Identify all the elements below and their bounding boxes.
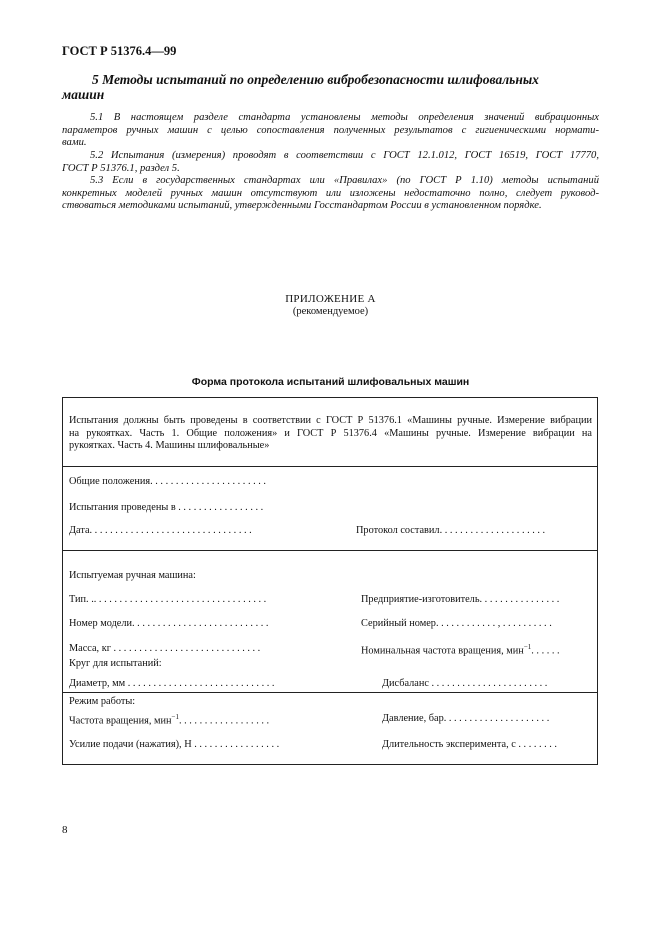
feed-force-field[interactable]: Усилие подачи (нажатия), Н . . . . . . . . . . . . . . . . . [69,739,280,750]
paragraph-5-1-line-3: вами. [62,137,87,149]
page-number: 8 [62,824,68,836]
paragraph-5-3-line-1: 5.3 Если в государственных стандартах или «Правилах» (по ГОСТ Р 1.10) методы испытаний [90,175,599,186]
paragraph-5-1-line-2: параметров ручных машин с целью сопоставления полученных результатов с гигиеническими нормати- [62,124,599,136]
manufacturer-field[interactable]: Предприятие-изготовитель. . . . . . . . . . . . . . . . [361,594,560,605]
form-intro-line-2: на рукоятках. Часть 1. Общие положения» и ГОСТ Р 51376.4 «Машины ручные. Измерение вибрации на [69,427,592,439]
wheel-heading: Круг для испытаний: [69,658,162,669]
form-machine-box [62,550,598,693]
section-title-continuation: машин [62,87,105,102]
protocol-compiled-by-field[interactable]: Протокол составил. . . . . . . . . . . . . . . . . . . . . [356,525,546,536]
nominal-speed-field[interactable] [361,643,560,656]
paragraph-5-3 [62,175,599,213]
form-intro-text [69,415,592,453]
machine-heading: Испытуемая ручная машина: [69,570,196,581]
nominal-speed-exponent: −1 [523,643,532,651]
rotation-speed-label: Частота вращения, мин [69,715,172,727]
paragraph-5-2-line-2: ГОСТ Р 51376.1, раздел 5. [62,162,180,174]
paragraph-5-3-line-2: конкретных моделей ручных машин отсутствуют или изложены недостаточно полно, следует руковод- [62,187,599,199]
imbalance-field[interactable]: Дисбаланс . . . . . . . . . . . . . . . . . . . . . . . [382,678,548,689]
date-field[interactable]: Дата. . . . . . . . . . . . . . . . . . . . . . . . . . . . . . . . [69,525,252,536]
paragraph-5-2 [62,150,599,175]
form-intro-box [62,397,598,467]
duration-field[interactable]: Длительность эксперимента, с . . . . . . . . [382,739,558,750]
appendix-title: ПРИЛОЖЕНИЕ А [285,293,376,305]
paragraph-5-1-line-1: 5.1 В настоящем разделе стандарта установлены методы определения значений вибрационных [90,112,599,123]
form-intro-line-1: Испытания должны быть проведены в соответствии с ГОСТ Р 51376.1 «Машины ручные. Измерение вибрации [69,415,592,426]
rotation-speed-exponent: −1 [171,713,179,721]
rotation-speed-field[interactable] [69,713,269,726]
nominal-speed-label: Номинальная частота вращения, мин [361,645,524,657]
general-provisions-field[interactable]: Общие положения. . . . . . . . . . . . . . . . . . . . . . . [69,476,266,487]
pressure-field[interactable]: Давление, бар. . . . . . . . . . . . . . . . . . . . . [382,713,550,724]
form-mode-box [62,692,598,765]
form-general-box [62,466,598,551]
serial-number-field[interactable]: Серийный номер. . . . . . . . . . . . , . . . . . . . . . . [361,618,552,629]
appendix-subtitle: (рекомендуемое) [292,306,369,317]
form-title: Форма протокола испытаний шлифовальных машин [191,376,470,388]
paragraph-5-2-line-1: 5.2 Испытания (измерения) проводят в соответствии с ГОСТ 12.1.012, ГОСТ 16519, ГОСТ 17770, [90,150,599,161]
paragraph-5-1 [62,112,599,150]
mode-heading: Режим работы: [69,696,136,707]
rotation-speed-dots: . . . . . . . . . . . . . . . . . . [178,715,270,727]
nominal-speed-dots: . . . . . . [531,645,560,657]
form-intro-line-3: рукоятках. Часть 4. Машины шлифовальные» [69,440,270,452]
tests-conducted-field[interactable]: Испытания проведены в . . . . . . . . . . . . . . . . . [69,502,264,513]
mass-field[interactable]: Масса, кг . . . . . . . . . . . . . . . . . . . . . . . . . . . . . [69,643,261,654]
document-code-header: ГОСТ Р 51376.4—99 [62,44,177,58]
section-title: 5 Методы испытаний по определению вибробезопасности шлифовальных [92,72,539,87]
type-field[interactable]: Тип. .. . . . . . . . . . . . . . . . . . . . . . . . . . . . . . . . . . [69,594,267,605]
paragraph-5-3-line-3: ствоваться методиками испытаний, утвержденными Госстандартом России в установленном порядке. [62,200,542,212]
diameter-field[interactable]: Диаметр, мм . . . . . . . . . . . . . . . . . . . . . . . . . . . . . [69,678,275,689]
model-number-field[interactable]: Номер модели. . . . . . . . . . . . . . . . . . . . . . . . . . . [69,618,269,629]
